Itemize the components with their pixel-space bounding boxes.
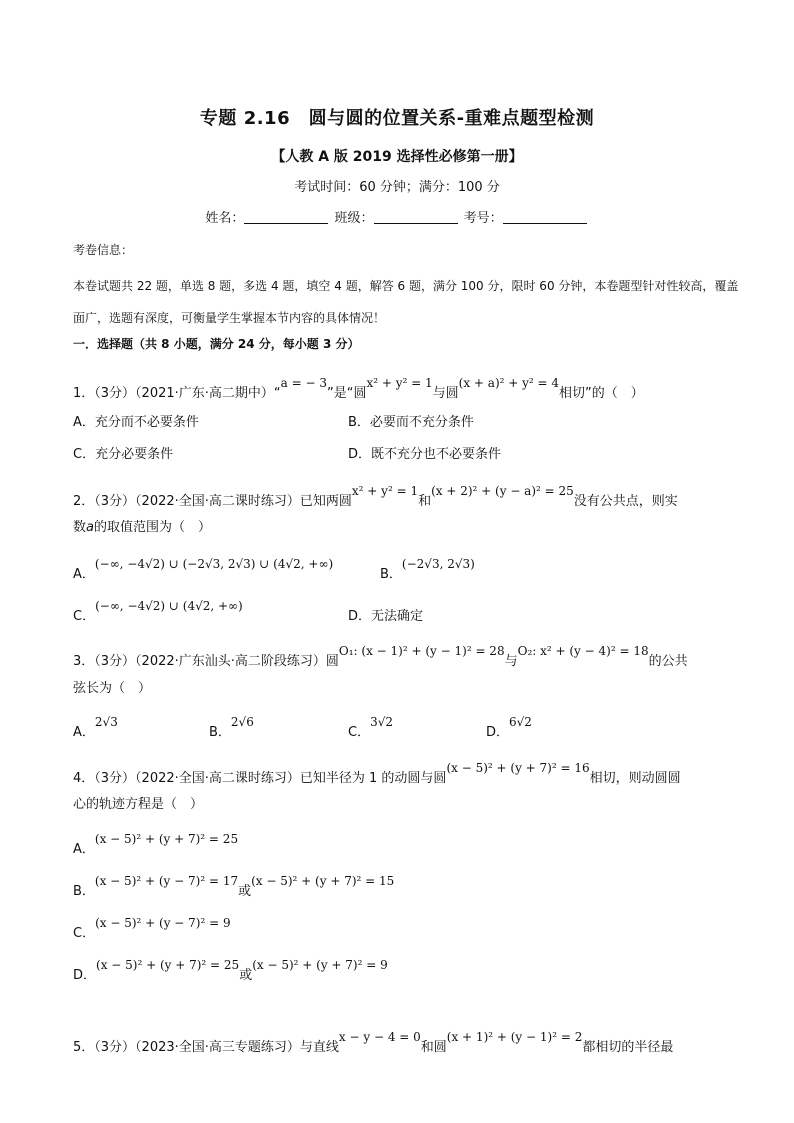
math: (x − 5)² + (y − 7)² = 9	[95, 916, 231, 930]
q1-option-a: A．充分而不必要条件	[73, 415, 199, 430]
info-title: 考卷信息：	[73, 243, 134, 257]
math: (x + a)² + y² = 4	[458, 376, 560, 390]
q2-option-d: D．无法确定	[348, 609, 424, 624]
q3-option-a: A．2√3	[73, 715, 118, 740]
q4-option-c: C．(x − 5)² + (y − 7)² = 9	[73, 916, 231, 941]
math: (−2√3, 2√3)	[401, 557, 475, 571]
math: 2√6	[230, 715, 254, 729]
q2-option-c: C．(−∞, −4√2) ∪ (4√2, +∞)	[73, 599, 243, 624]
math: (x − 5)² + (y + 7)² = 16	[446, 761, 590, 775]
math: x² + y² = 1	[366, 376, 433, 390]
question-3: 3．（3分）（2022·广东汕头·高二阶段练习）圆O₁: (x − 1)² + (y − 1)² = 28与O₂: x² + (y − 4)² = 18的公共	[73, 644, 688, 669]
exam-time: 考试时间：60 分钟；满分：100 分	[294, 180, 500, 195]
math: (x − 5)² + (y + 7)² = 15	[251, 874, 395, 888]
math: (−∞, −4√2) ∪ (4√2, +∞)	[95, 599, 243, 613]
math: (x − 5)² + (y + 7)² = 9	[252, 958, 388, 972]
math: 3√2	[370, 715, 393, 729]
class-label: 班级：	[334, 211, 374, 226]
math: 6√2	[509, 715, 532, 729]
math: (x − 5)² + (y − 7)² = 17	[94, 874, 239, 888]
question-1: 1．（3分）（2021·广东·高二期中）“a = − 3”是“圆x² + y² = 1与圆(x + a)² + y² = 4相切”的（ ）	[73, 376, 644, 401]
question-5: 5．（3分）（2023·全国·高三专题练习）与直线x − y − 4 = 0和圆(x + 1)² + (y − 1)² = 2都相切的半径最	[73, 1030, 674, 1055]
math: O₂: x² + (y − 4)² = 18	[517, 644, 649, 658]
q2-option-a: A．(−∞, −4√2) ∪ (−2√3, 2√3) ∪ (4√2, +∞)	[73, 557, 334, 582]
math: (x + 2)² + (y − a)² = 25	[431, 484, 574, 498]
math: x − y − 4 = 0	[338, 1030, 421, 1044]
student-fields	[0, 207, 794, 226]
q1-option-b: B．必要而不充分条件	[348, 415, 474, 430]
math: (x − 5)² + (y + 7)² = 25	[94, 832, 239, 846]
q1-option-d: D．既不充分也不必要条件	[348, 447, 502, 462]
q4-option-a: A．(x − 5)² + (y + 7)² = 25	[73, 832, 239, 857]
id-blank[interactable]	[503, 210, 587, 224]
math: x² + y² = 1	[351, 484, 419, 498]
math: (x + 1)² + (y − 1)² = 2	[446, 1030, 583, 1044]
question-2: 2．（3分）（2022·全国·高二课时练习）已知两圆x² + y² = 1和(x + 2)² + (y − a)² = 25没有公共点，则实	[73, 484, 678, 509]
q4-option-b: B．(x − 5)² + (y − 7)² = 17或(x − 5)² + (y + 7)² = 15	[73, 874, 395, 899]
math: O₁: (x − 1)² + (y − 1)² = 28	[338, 644, 505, 658]
q3-option-c: C．3√2	[348, 715, 393, 740]
name-label: 姓名：	[205, 211, 245, 226]
q2-option-b: B．(−2√3, 2√3)	[380, 557, 475, 582]
q1-option-c: C．充分必要条件	[73, 447, 174, 462]
id-label: 考号：	[463, 211, 503, 226]
math: 2√3	[94, 715, 118, 729]
section-title: 一．选择题（共 8 小题，满分 24 分，每小题 3 分）	[73, 337, 360, 351]
math: a = − 3	[280, 376, 327, 390]
question-4-line-2: 心的轨迹方程是（ ）	[73, 797, 204, 812]
question-2-line-2: 数a的取值范围为（ ）	[73, 520, 211, 535]
info-body: 本卷试题共 22 题，单选 8 题，多选 4 题，填空 4 题，解答 6 题，满分 100 分，限时 60 分钟，本卷题型针对性较高，覆盖面广，选题有深度，可衡量学生掌握本节内容的具体情况！	[73, 279, 739, 325]
question-3-line-2: 弦长为（ ）	[73, 681, 152, 696]
name-blank[interactable]	[244, 210, 328, 224]
math: (x − 5)² + (y + 7)² = 25	[96, 958, 240, 972]
class-blank[interactable]	[374, 210, 458, 224]
math: (−∞, −4√2) ∪ (−2√3, 2√3) ∪ (4√2, +∞)	[94, 557, 334, 571]
q3-option-b: B．2√6	[209, 715, 254, 740]
q4-option-d: D．(x − 5)² + (y + 7)² = 25或(x − 5)² + (y + 7)² = 9	[73, 958, 388, 983]
question-4: 4．（3分）（2022·全国·高二课时练习）已知半径为 1 的动圆与圆(x − 5)² + (y + 7)² = 16相切，则动圆圆	[73, 761, 681, 786]
q3-option-d: D．6√2	[486, 715, 532, 740]
textbook-subtitle: 【人教 A 版 2019 选择性必修第一册】	[271, 149, 523, 165]
page-title: 专题 2.16 圆与圆的位置关系-重难点题型检测	[199, 108, 595, 129]
